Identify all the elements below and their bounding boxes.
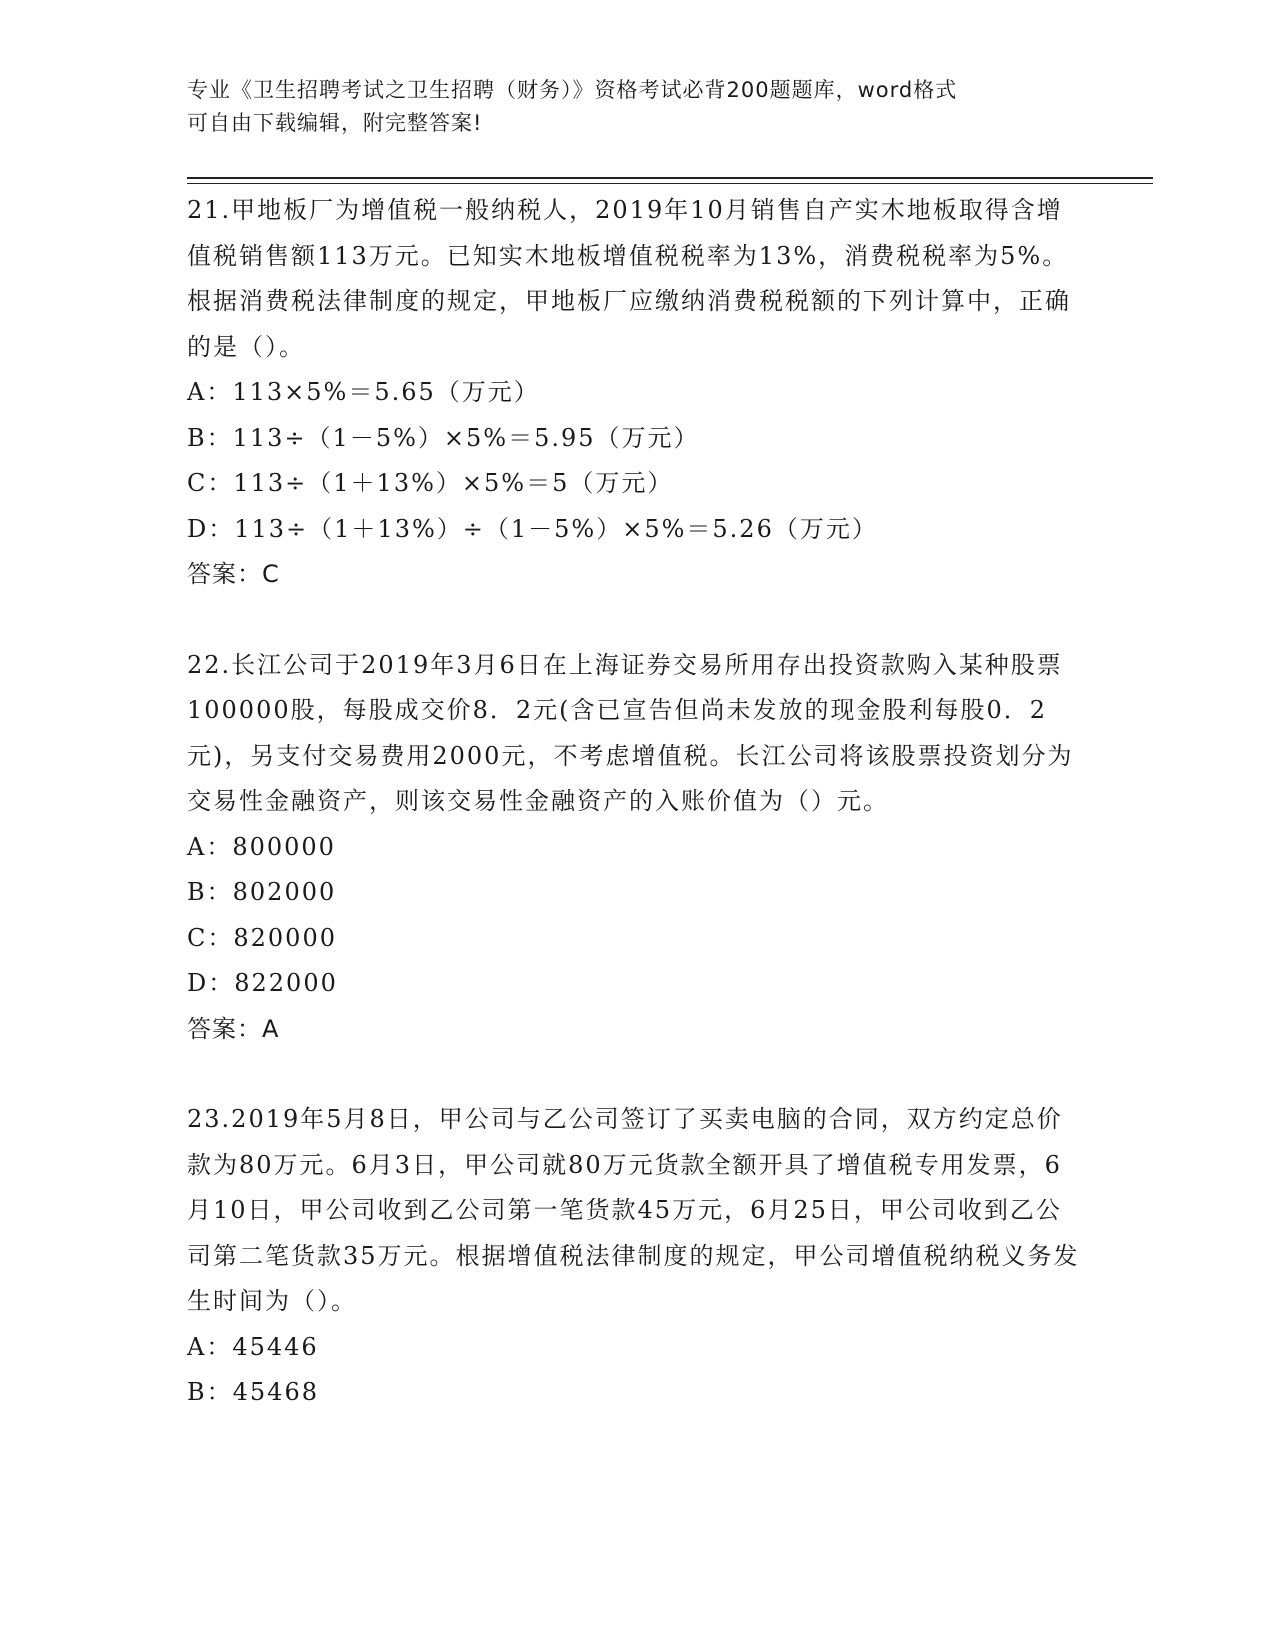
- option-c: C：820000: [187, 923, 337, 952]
- question-stem: 22.长江公司于2019年3月6日在上海证券交易所用存出投资款购入某种股票100000股，每股成交价8．2元(含已宣告但尚未发放的现金股利每股0．2元)，另支付交易费用2000元，不考虑增值税。长江公司将该股票投资划分为交易性金融资产，则该交易性金融资产的入账价值为（）元。: [187, 650, 1074, 815]
- header-rule-thick: [187, 177, 1153, 179]
- option-c: C：113÷（1＋13%）×5%＝5（万元）: [187, 469, 674, 497]
- option-b: B：802000: [187, 878, 337, 906]
- header-rule-thin: [187, 183, 1153, 184]
- option-a: A：45446: [187, 1332, 319, 1361]
- option-d: D：822000: [187, 969, 338, 997]
- answer: 答案：A: [187, 1014, 280, 1043]
- option-b: B：45468: [187, 1378, 319, 1406]
- option-a: A：113×5%＝5.65（万元）: [187, 378, 540, 406]
- question-21: [187, 188, 1087, 598]
- document-header: [187, 74, 1067, 140]
- header-line-1: 专业《卫生招聘考试之卫生招聘（财务）》资格考试必背200题题库，word格式: [187, 78, 958, 102]
- header-line-2: 可自由下载编辑，附完整答案!: [187, 111, 483, 135]
- question-stem: 21.甲地板厂为增值税一般纳税人，2019年10月销售自产实木地板取得含增值税销售额113万元。已知实木地板增值税税率为13%，消费税税率为5%。根据消费税法律制度的规定，甲地板厂应缴纳消费税税额的下列计算中，正确的是（）。: [187, 196, 1071, 361]
- answer: 答案：C: [187, 560, 280, 588]
- option-d: D：113÷（1＋13%）÷（1－5%）×5%＝5.26（万元）: [187, 514, 878, 543]
- question-22: [187, 643, 1087, 1053]
- option-a: A：800000: [187, 832, 336, 861]
- question-list: [187, 188, 1087, 1461]
- question-stem: 23.2019年5月8日，甲公司与乙公司签订了买卖电脑的合同，双方约定总价款为80万元。6月3日，甲公司就80万元货款全额开具了增值税专用发票，6月10日，甲公司收到乙公司第一笔货款45万元，6月25日，甲公司收到乙公司第二笔货款35万元。根据增值税法律制度的规定，甲公司增值税纳税义务发生时间为（）。: [187, 1105, 1080, 1315]
- option-b: B：113÷（1－5%）×5%＝5.95（万元）: [187, 423, 700, 452]
- question-23: [187, 1097, 1087, 1416]
